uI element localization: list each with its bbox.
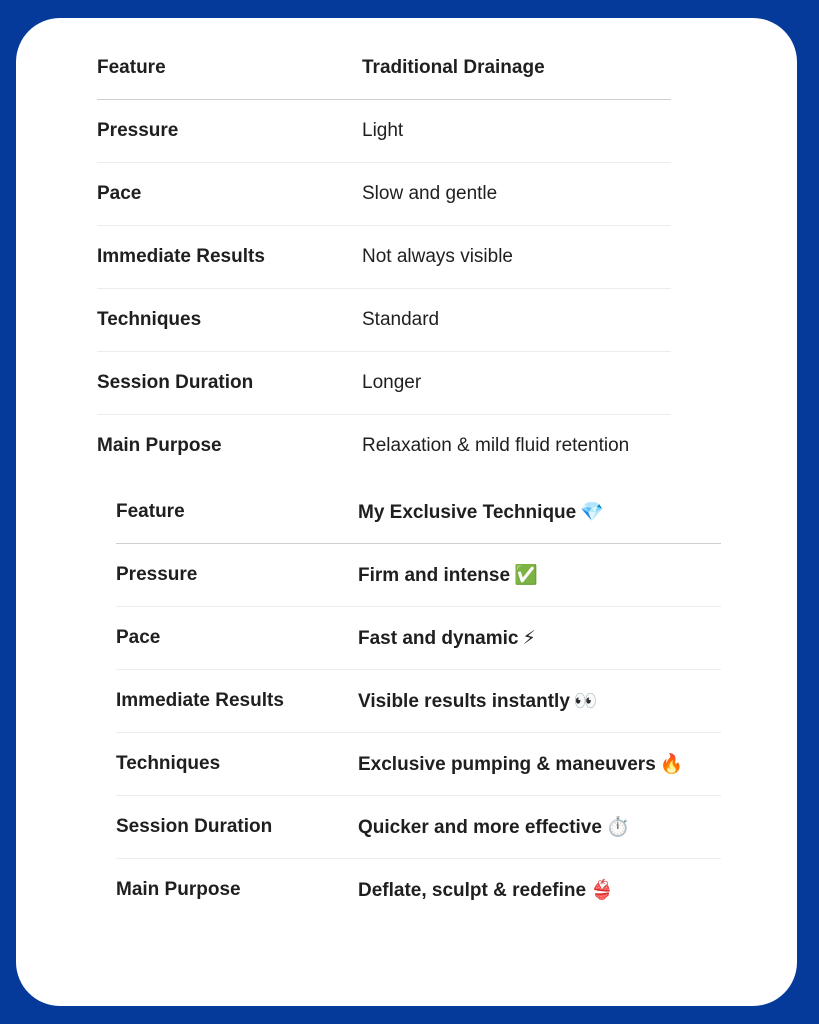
table-row [97,415,671,478]
table-row [97,226,671,289]
exclusive-technique-table [116,481,721,921]
feature-label: Main Purpose [97,435,222,456]
table-row [116,859,721,922]
table-row [116,544,721,607]
table-row [97,100,671,163]
table-row [116,796,721,859]
table-row [116,733,721,796]
table-row [97,163,671,226]
feature-value: Not always visible [362,226,671,289]
feature-value [358,670,721,733]
feature-value: Longer [362,352,671,415]
feature-label: Immediate Results [97,226,362,289]
header-exclusive-technique [358,481,721,544]
feature-label: Pressure [97,100,362,163]
feature-label: Session Duration [97,352,362,415]
feature-value [358,859,721,922]
fire-icon: 🔥 [659,753,684,775]
feature-value [358,796,721,859]
feature-label: Techniques [97,289,362,352]
feature-label: Pace [116,607,358,670]
feature-label: Main Purpose [116,879,241,900]
table-row [97,352,671,415]
value-text: Exclusive pumping & maneuvers [358,754,656,775]
traditional-drainage-table [97,37,671,477]
table-row [116,670,721,733]
stopwatch-icon: ⏱️ [605,816,630,838]
eyes-icon: 👀 [573,690,598,712]
feature-label: Techniques [116,733,358,796]
bikini-icon: 👙 [590,879,614,901]
table-header-row [116,481,721,544]
table-header-row [97,37,671,100]
feature-label: Immediate Results [116,670,358,733]
feature-value [358,544,721,607]
header-feature: Feature [116,481,358,544]
lightning-icon: ⚡ [522,626,536,649]
feature-label: Session Duration [116,796,358,859]
header-traditional-drainage: Traditional Drainage [362,37,671,100]
table-row [97,289,671,352]
feature-value [358,607,721,670]
value-text: Visible results instantly [358,691,570,712]
table-row [116,607,721,670]
feature-label: Pressure [116,544,358,607]
value-text: Fast and dynamic [358,627,519,649]
feature-value [358,733,721,796]
gem-icon: 💎 [580,501,604,523]
value-text: Firm and intense [358,565,511,586]
check-mark-icon: ✅ [514,564,538,586]
feature-label: Pace [97,163,362,226]
value-text: Quicker and more effective [358,817,602,838]
feature-value: Standard [362,289,671,352]
header-feature: Feature [97,37,362,100]
feature-value: Slow and gentle [362,163,671,226]
feature-value: Relaxation & mild fluid retention [362,435,630,456]
header-exclusive-label: My Exclusive Technique [358,502,577,523]
feature-value: Light [362,100,671,163]
value-text: Deflate, sculpt & redefine [358,880,587,901]
